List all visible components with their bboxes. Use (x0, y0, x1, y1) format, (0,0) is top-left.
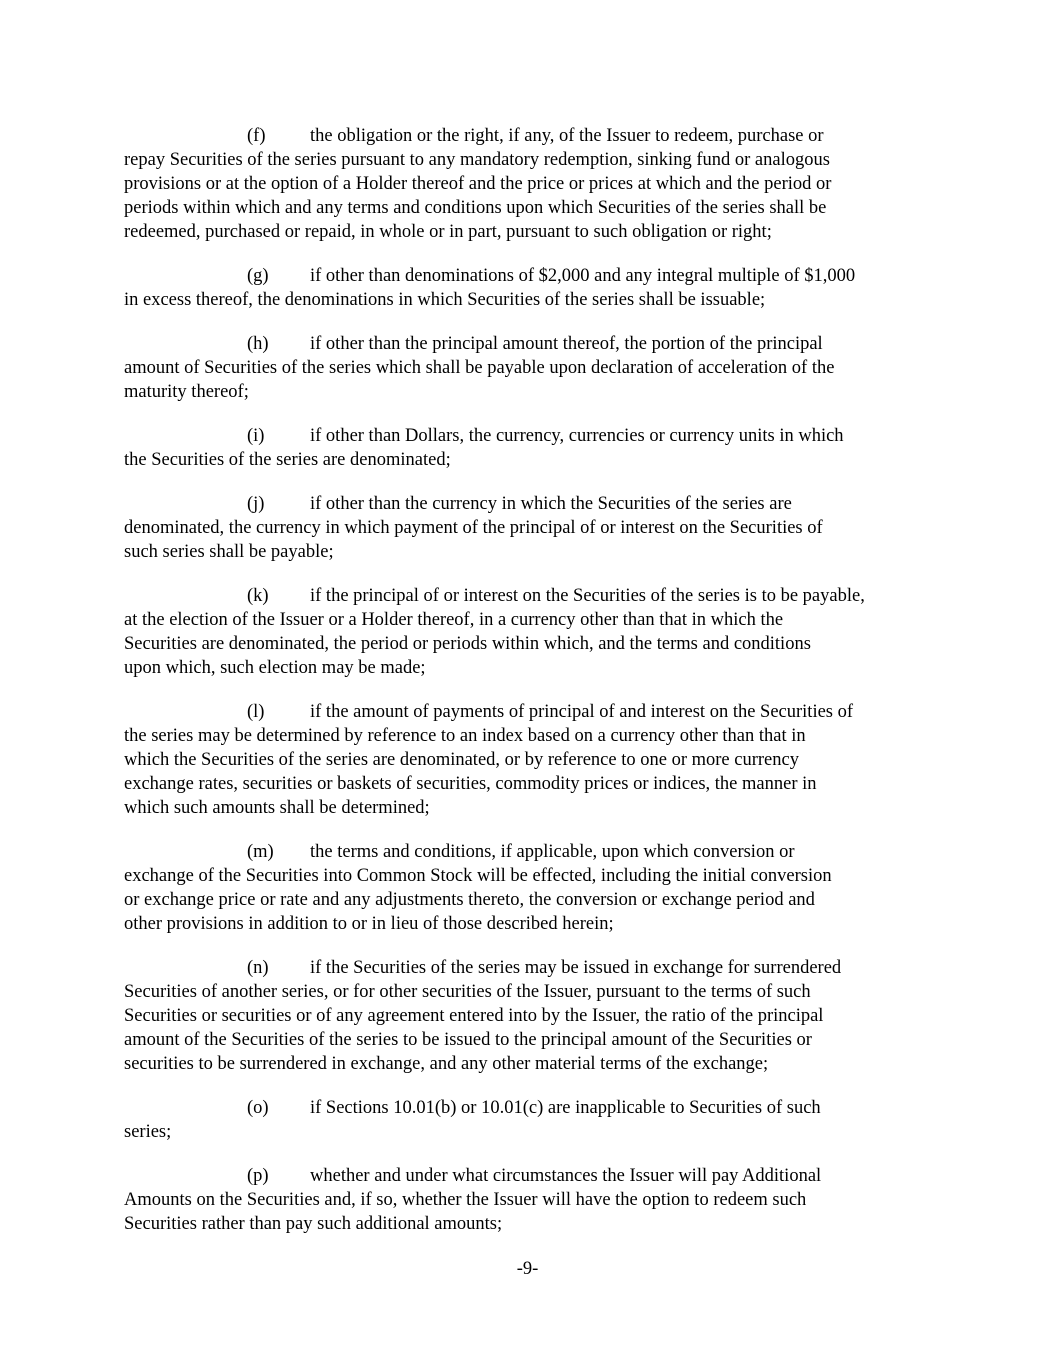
clause-label: (h) (247, 334, 269, 354)
text-line (124, 424, 944, 448)
clause-text: if Sections 10.01(b) or 10.01(c) are inapplicable to Securities of such (310, 1098, 821, 1118)
text-line (124, 264, 944, 288)
text-line (124, 840, 944, 864)
text-line: or exchange price or rate and any adjustments thereto, the conversion or exchange period and (124, 890, 815, 910)
clause-text: if other than Dollars, the currency, currencies or currency units in which (310, 426, 844, 446)
text-line (124, 1096, 944, 1120)
text-line: series; (124, 1122, 172, 1142)
clause-label: (l) (247, 702, 265, 722)
clause-label: (n) (247, 958, 269, 978)
text-line (124, 492, 944, 516)
clause-paragraph (124, 492, 944, 564)
clause-paragraph (124, 1164, 944, 1236)
clause-label: (f) (247, 126, 266, 146)
clause-paragraph (124, 840, 944, 936)
clause-paragraph (124, 424, 944, 472)
text-line: the series may be determined by reference to an index based on a currency other than that in (124, 726, 806, 746)
text-line: amount of the Securities of the series to be issued to the principal amount of the Securities or (124, 1030, 812, 1050)
clause-label: (g) (247, 266, 269, 286)
text-line: denominated, the currency in which payment of the principal of or interest on the Securities of (124, 518, 823, 538)
clause-paragraph (124, 700, 944, 820)
clause-text: if the principal of or interest on the Securities of the series is to be payable, (310, 586, 865, 606)
text-line (124, 584, 944, 608)
clause-paragraph (124, 1096, 944, 1144)
text-line: at the election of the Issuer or a Holder thereof, in a currency other than that in which the (124, 610, 784, 630)
page-number: -9- (516, 1259, 539, 1279)
text-line (124, 956, 944, 980)
clause-text: if other than the currency in which the Securities of the series are (310, 494, 792, 514)
text-line: exchange rates, securities or baskets of securities, commodity prices or indices, the manner in (124, 774, 817, 794)
text-line: redeemed, purchased or repaid, in whole or in part, pursuant to such obligation or right; (124, 222, 772, 242)
text-line: Securities are denominated, the period or periods within which, and the terms and conditions (124, 634, 811, 654)
clause-label: (p) (247, 1166, 269, 1186)
text-line: which the Securities of the series are denominated, or by reference to one or more currency (124, 750, 799, 770)
text-line: securities to be surrendered in exchange, and any other material terms of the exchange; (124, 1054, 769, 1074)
clause-paragraph (124, 264, 944, 312)
clause-text: if the amount of payments of principal of and interest on the Securities of (310, 702, 854, 722)
clause-label: (i) (247, 426, 265, 446)
text-line: Securities or securities or of any agreement entered into by the Issuer, the ratio of the principal (124, 1006, 824, 1026)
clause-paragraph (124, 124, 944, 244)
text-line: amount of Securities of the series which shall be payable upon declaration of acceleration of the (124, 358, 835, 378)
clause-text: if other than denominations of $2,000 and any integral multiple of $1,000 (310, 266, 856, 286)
text-line: exchange of the Securities into Common Stock will be effected, including the initial conversion (124, 866, 832, 886)
text-line: Securities of another series, or for other securities of the Issuer, pursuant to the terms of such (124, 982, 811, 1002)
text-line (124, 1164, 944, 1188)
clause-label: (j) (247, 494, 265, 514)
text-line: such series shall be payable; (124, 542, 334, 562)
text-line: Amounts on the Securities and, if so, whether the Issuer will have the option to redeem such (124, 1190, 807, 1210)
clause-paragraph (124, 584, 944, 680)
text-line: which such amounts shall be determined; (124, 798, 430, 818)
text-line (124, 700, 944, 724)
clause-paragraph (124, 956, 944, 1076)
clause-text: whether and under what circumstances the Issuer will pay Additional (310, 1166, 822, 1186)
text-line: other provisions in addition to or in lieu of those described herein; (124, 914, 614, 934)
clause-text: if other than the principal amount thereof, the portion of the principal (310, 334, 823, 354)
document-body (124, 124, 944, 1256)
text-line (124, 332, 944, 356)
text-line: the Securities of the series are denominated; (124, 450, 451, 470)
clause-label: (o) (247, 1098, 269, 1118)
text-line: repay Securities of the series pursuant to any mandatory redemption, sinking fund or analogous (124, 150, 830, 170)
clause-text: the obligation or the right, if any, of the Issuer to redeem, purchase or (310, 126, 824, 146)
text-line: provisions or at the option of a Holder thereof and the price or prices at which and the period or (124, 174, 832, 194)
clause-label: (k) (247, 586, 269, 606)
text-line: upon which, such election may be made; (124, 658, 426, 678)
text-line: Securities rather than pay such additional amounts; (124, 1214, 503, 1234)
clause-paragraph (124, 332, 944, 404)
clause-text: the terms and conditions, if applicable, upon which conversion or (310, 842, 795, 862)
text-line: periods within which and any terms and conditions upon which Securities of the series shall be (124, 198, 827, 218)
clause-label: (m) (247, 842, 274, 862)
text-line (124, 124, 944, 148)
text-line: in excess thereof, the denominations in which Securities of the series shall be issuable; (124, 290, 766, 310)
text-line: maturity thereof; (124, 382, 249, 402)
clause-text: if the Securities of the series may be issued in exchange for surrendered (310, 958, 842, 978)
